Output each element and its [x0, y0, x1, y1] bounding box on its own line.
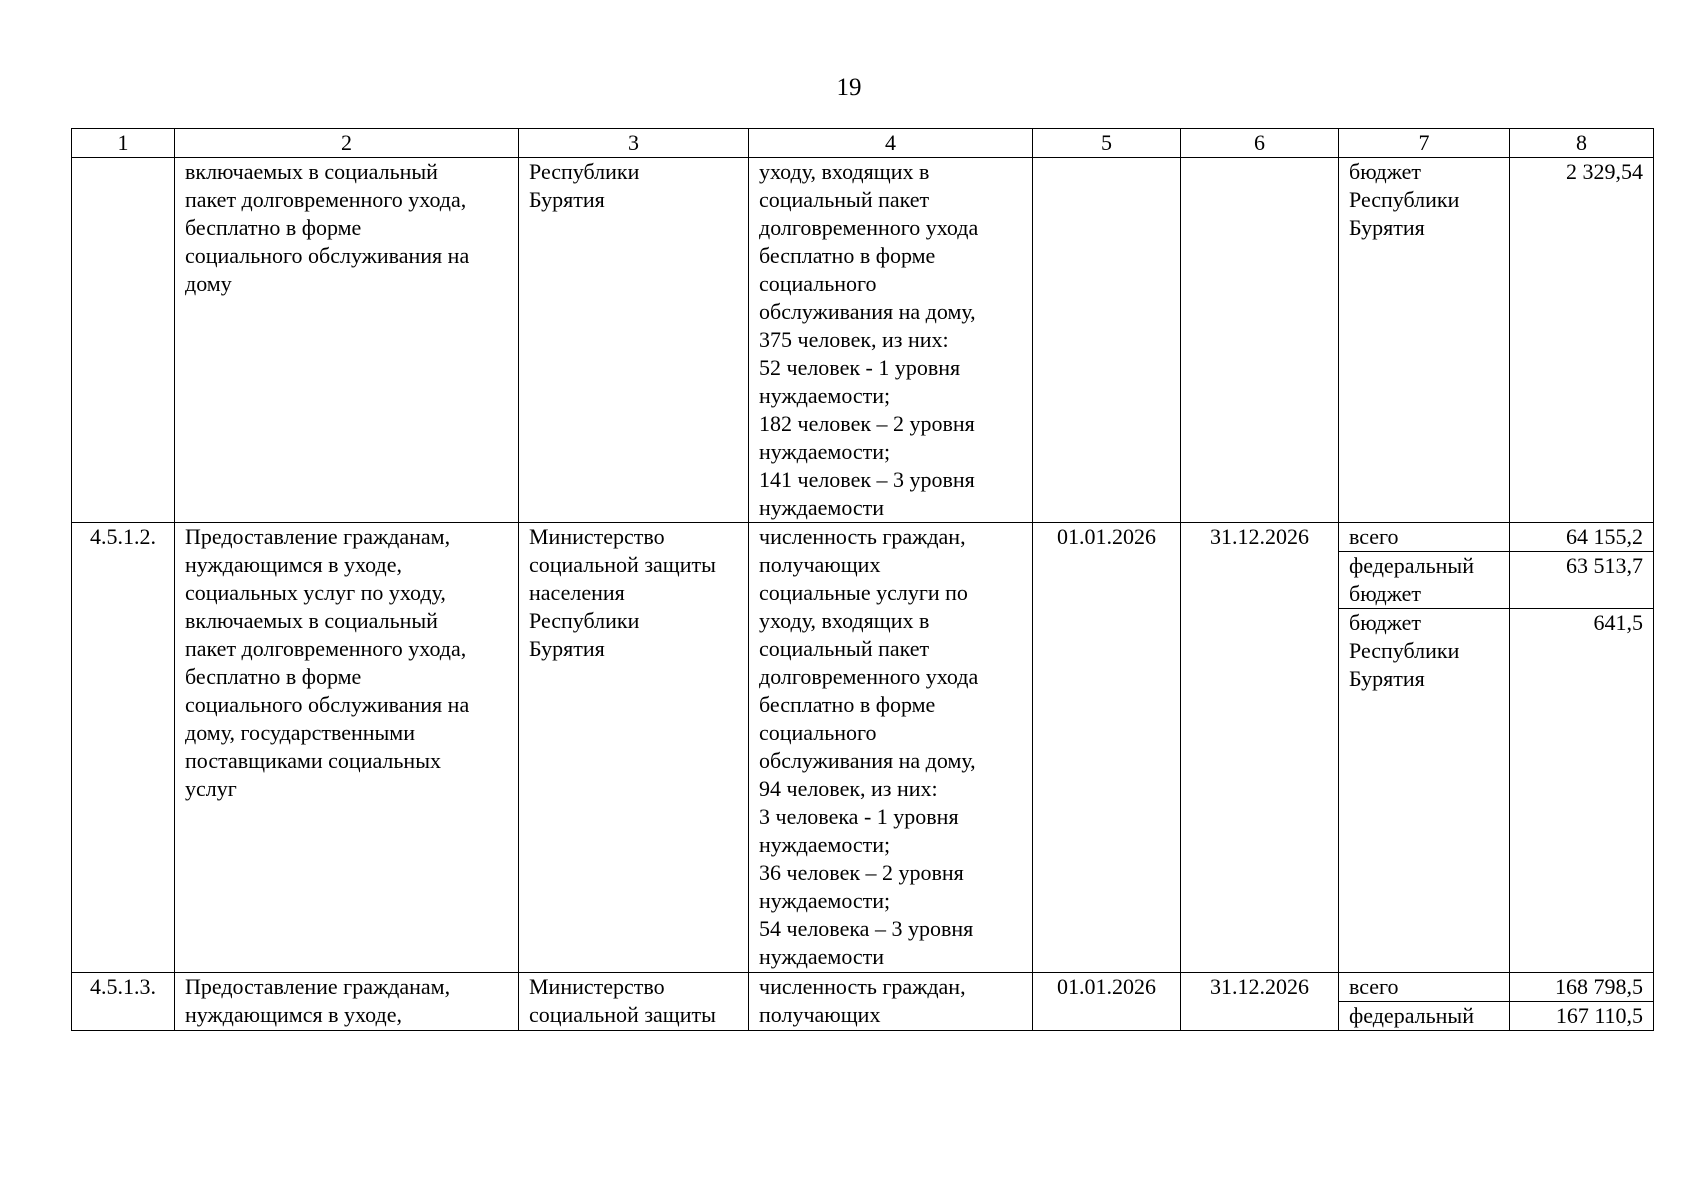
column-header: 3: [519, 129, 749, 158]
funding-amount-cell: 167 110,5: [1510, 1002, 1654, 1031]
table-row: [72, 973, 1654, 1002]
executor-cell: Министерство социальной защиты: [519, 973, 749, 1031]
start-date-cell: [1033, 158, 1181, 523]
column-header: 5: [1033, 129, 1181, 158]
funding-source-cell: федеральный бюджет: [1339, 552, 1510, 609]
measure-name-cell: включаемых в социальный пакет долговременного ухода, бесплатно в форме социального обслуживания на дому: [175, 158, 519, 523]
indicator-cell: численность граждан, получающих социальные услуги по уходу, входящих в социальный пакет долговременного ухода бесплатно в форме социального обслуживания на дому, 94 человек, из них: 3 человека - 1 уровня нуждаемости; 36 человек – 2 уровня нуждаемости; 54 человека – 3 уровня нуждаемости: [749, 523, 1033, 973]
column-header: 1: [72, 129, 175, 158]
start-date-cell: 01.01.2026: [1033, 523, 1181, 973]
funding-amount-cell: 2 329,54: [1510, 158, 1654, 523]
end-date-cell: 31.12.2026: [1181, 973, 1339, 1031]
funding-source-cell: всего: [1339, 973, 1510, 1002]
program-table: [71, 128, 1654, 1031]
funding-source-cell: федеральный: [1339, 1002, 1510, 1031]
row-number-cell: 4.5.1.2.: [72, 523, 175, 973]
indicator-cell: уходу, входящих в социальный пакет долговременного ухода бесплатно в форме социального обслуживания на дому, 375 человек, из них: 52 человек - 1 уровня нуждаемости; 182 человек – 2 уровня нуждаемости; 141 человек – 3 уровня нуждаемости: [749, 158, 1033, 523]
funding-source-cell: всего: [1339, 523, 1510, 552]
page-number: 19: [836, 74, 862, 101]
end-date-cell: [1181, 158, 1339, 523]
funding-amount-cell: 63 513,7: [1510, 552, 1654, 609]
executor-cell: Республики Бурятия: [519, 158, 749, 523]
end-date-cell: 31.12.2026: [1181, 523, 1339, 973]
funding-amount-cell: 64 155,2: [1510, 523, 1654, 552]
column-header: 6: [1181, 129, 1339, 158]
measure-name-cell: Предоставление гражданам, нуждающимся в уходе,: [175, 973, 519, 1031]
executor-cell: Министерство социальной защиты населения Республики Бурятия: [519, 523, 749, 973]
start-date-cell: 01.01.2026: [1033, 973, 1181, 1031]
funding-amount-cell: 641,5: [1510, 609, 1654, 973]
measure-name-cell: Предоставление гражданам, нуждающимся в уходе, социальных услуг по уходу, включаемых в социальный пакет долговременного ухода, бесплатно в форме социального обслуживания на дому, государственными поставщиками социальных услуг: [175, 523, 519, 973]
funding-source-cell: бюджет Республики Бурятия: [1339, 158, 1510, 523]
row-number-cell: 4.5.1.3.: [72, 973, 175, 1031]
funding-source-cell: бюджет Республики Бурятия: [1339, 609, 1510, 973]
indicator-cell: численность граждан, получающих: [749, 973, 1033, 1031]
funding-amount-cell: 168 798,5: [1510, 973, 1654, 1002]
table-row-continued: [72, 158, 1654, 523]
column-header: 4: [749, 129, 1033, 158]
column-header: 2: [175, 129, 519, 158]
row-number-cell: [72, 158, 175, 523]
table-row: [72, 523, 1654, 552]
column-header: 8: [1510, 129, 1654, 158]
header-row: [72, 129, 1654, 158]
column-header: 7: [1339, 129, 1510, 158]
